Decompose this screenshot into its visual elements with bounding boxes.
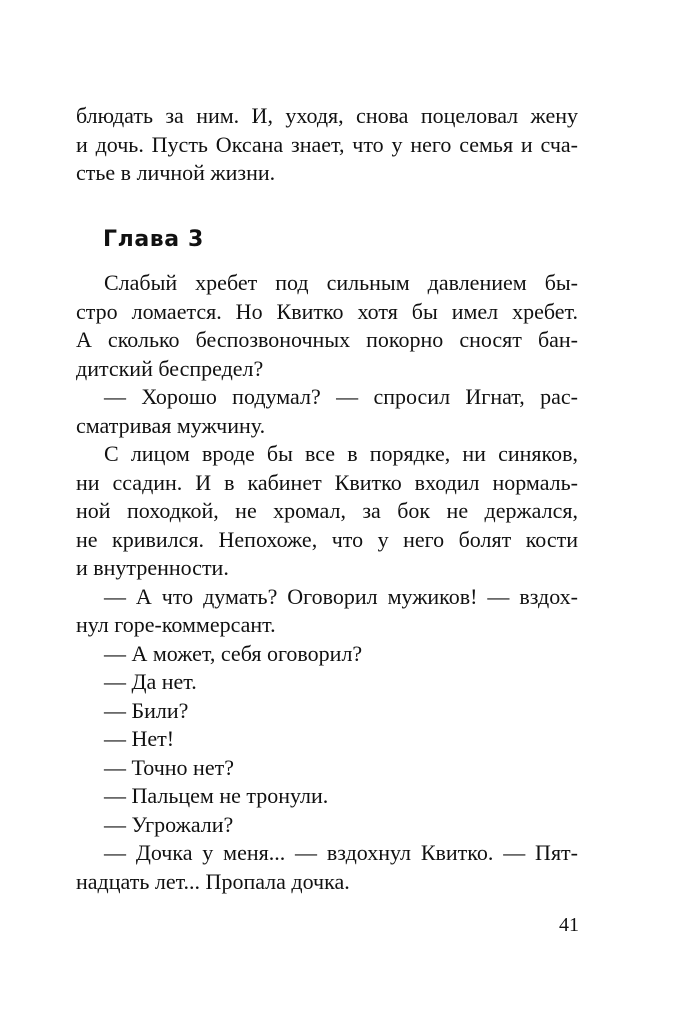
text-line: — Дочка у меня... — вздохнул Квитко. — Пят- (104, 840, 578, 865)
text-line: — Пальцем не тронули. (104, 783, 329, 808)
text-line: сматривая мужчину. (76, 412, 266, 438)
text-line: стро ломается. Но Квитко хотя бы имел хребет. (76, 298, 578, 324)
chapter-body (76, 269, 578, 896)
text-line: — Да нет. (104, 669, 197, 694)
page-number: 41 (559, 914, 579, 936)
text-line: и внутренности. (76, 555, 229, 580)
text-line: ной походкой, не хромал, за бок не держался, (76, 498, 578, 523)
text-line: — А что думать? Оговорил мужиков! — вздох- (104, 583, 578, 609)
text-line: ни ссадин. И в кабинет Квитко входил нормаль- (76, 469, 578, 495)
chapter-title: Глава 3 (103, 227, 204, 252)
text-line: стье в личной жизни. (76, 160, 276, 185)
text-line: нул горе-коммерсант. (76, 612, 276, 637)
text-line: надцать лет... Пропала дочка. (76, 868, 350, 894)
text-line: дитский беспредел? (76, 355, 264, 381)
text-line: — Хорошо подумал? — спросил Игнат, рас- (104, 384, 578, 409)
text-line: С лицом вроде бы все в порядке, ни синяков, (104, 441, 578, 466)
intro-paragraph (76, 102, 578, 188)
text-line: не кривился. Непохоже, что у него болят кости (76, 526, 578, 552)
text-line: А сколько беспозвоночных покорно сносят бан- (76, 327, 578, 352)
text-line: и дочь. Пусть Оксана знает, что у него семья и сча- (76, 131, 578, 157)
text-line: — Точно нет? (104, 754, 234, 780)
text-line: — Нет! (104, 726, 175, 751)
text-line: блюдать за ним. И, уходя, снова поцеловал жену (76, 103, 578, 128)
text-line: — Угрожали? (104, 811, 234, 837)
text-line: Слабый хребет под сильным давлением бы- (104, 270, 578, 295)
text-line: — А может, себя оговорил? (104, 640, 363, 666)
text-line: — Били? (104, 697, 189, 723)
